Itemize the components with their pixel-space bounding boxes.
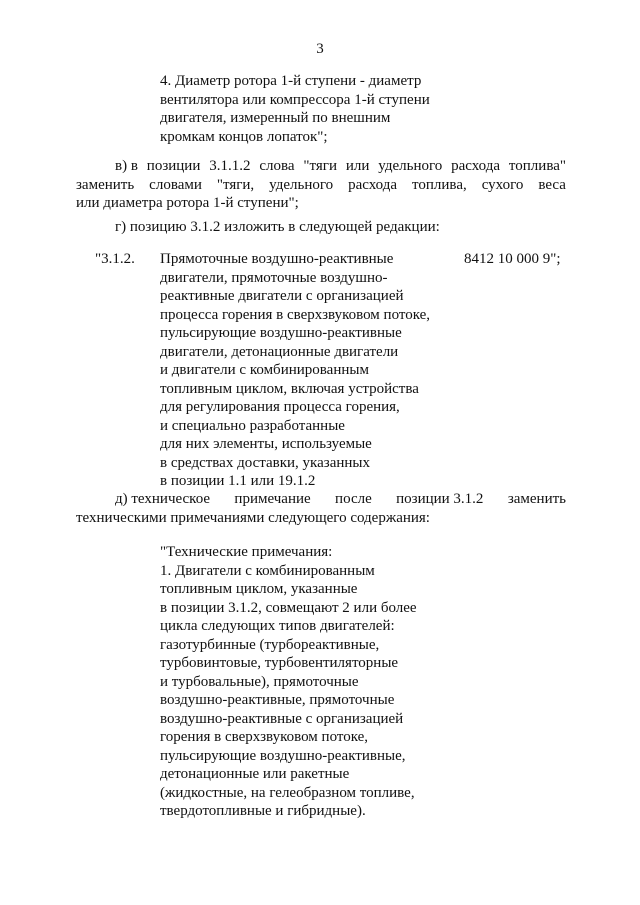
tech-note-line: турбовинтовые, турбовентиляторные [160, 655, 399, 671]
description-line: для регулирования процесса горения, [160, 399, 400, 415]
word: "тяги [303, 158, 337, 174]
description-line: топливным циклом, включая устройства [160, 380, 419, 397]
tech-note-line: 1. Двигатели с комбинированным [160, 562, 375, 579]
item-v-line-2 [76, 176, 566, 195]
word: расхода [451, 158, 501, 174]
word: примечание [234, 491, 311, 507]
tech-note-line: горения в сверхзвуковом потоке, [160, 729, 369, 745]
tech-note-line: цикла следующих типов двигателей: [160, 618, 395, 634]
tech-note-line: газотурбинные (турбореактивные, [160, 636, 380, 653]
tech-note-line: и турбовальные), прямоточные [160, 673, 359, 690]
item-v-line-1 [115, 157, 566, 176]
tech-note-line: воздушно-реактивные, прямоточные [160, 692, 395, 708]
tech-note-line: топливным циклом, указанные [160, 581, 358, 597]
tech-note-line: детонационные или ракетные [160, 766, 350, 782]
note-4 [160, 72, 430, 146]
item-g: г) позицию 3.1.2 изложить в следующей редакции: [115, 219, 440, 235]
technical-notes [160, 543, 417, 821]
word: заменить [76, 176, 135, 193]
page-number: 3 [316, 41, 324, 57]
description-line: Прямоточные воздушно-реактивные [160, 251, 394, 267]
tech-note-line: (жидкостные, на гелеобразном топливе, [160, 784, 415, 801]
word: д) техническое [115, 491, 211, 507]
item-d-line-1 [115, 490, 566, 509]
tech-note-line: "Технические примечания: [160, 544, 333, 560]
tech-note-line: в позиции 3.1.2, совмещают 2 или более [160, 599, 417, 616]
position-code: 8412 10 000 9"; [464, 251, 561, 267]
position-description [160, 250, 430, 491]
word: топлива" [508, 158, 566, 174]
note-4-line: двигателя, измеренный по внешним [160, 110, 391, 126]
word: позиции 3.1.2 [396, 491, 484, 507]
description-line: в позиции 1.1 или 19.1.2 [160, 473, 316, 489]
word: после [335, 491, 372, 507]
item-d-line-2: техническими примечаниями следующего содержания: [76, 509, 430, 526]
word: сухого [481, 176, 524, 193]
description-line: и специально разработанные [160, 417, 345, 434]
word: словами [149, 176, 202, 193]
description-line: в средствах доставки, указанных [160, 454, 370, 471]
word: в) в [115, 158, 138, 174]
description-line: двигатели, прямоточные воздушно- [160, 269, 388, 286]
position-number: "3.1.2. [95, 251, 135, 267]
word: удельного [269, 176, 334, 193]
tech-note-line: воздушно-реактивные с организацией [160, 710, 404, 727]
item-v [76, 157, 566, 213]
note-4-line: кромкам концов лопаток"; [160, 128, 328, 145]
description-line: и двигатели с комбинированным [160, 362, 369, 378]
tech-note-line: пульсирующие воздушно-реактивные, [160, 747, 406, 764]
item-v-line-3: или диаметра ротора 1-й ступени"; [76, 195, 299, 211]
item-d [76, 490, 566, 527]
word: позиции [146, 158, 201, 174]
word: удельного [378, 158, 443, 174]
word: или [345, 158, 370, 174]
word: веса [538, 176, 566, 193]
description-line: двигатели, детонационные двигатели [160, 343, 399, 360]
description-line: для них элементы, используемые [160, 436, 372, 452]
word: заменить [507, 491, 566, 507]
note-4-line: 4. Диаметр ротора 1-й ступени - диаметр [160, 73, 422, 89]
word: 3.1.1.2 [209, 158, 251, 174]
description-line: реактивные двигатели с организацией [160, 288, 404, 304]
description-line: процесса горения в сверхзвуковом потоке, [160, 306, 431, 323]
word: топлива, [412, 176, 467, 193]
word: слова [259, 158, 295, 174]
word: "тяги, [216, 176, 255, 193]
tech-note-line: твердотопливные и гибридные). [160, 803, 366, 819]
word: расхода [348, 176, 398, 193]
note-4-line: вентилятора или компрессора 1-й ступени [160, 91, 430, 108]
description-line: пульсирующие воздушно-реактивные [160, 325, 402, 341]
